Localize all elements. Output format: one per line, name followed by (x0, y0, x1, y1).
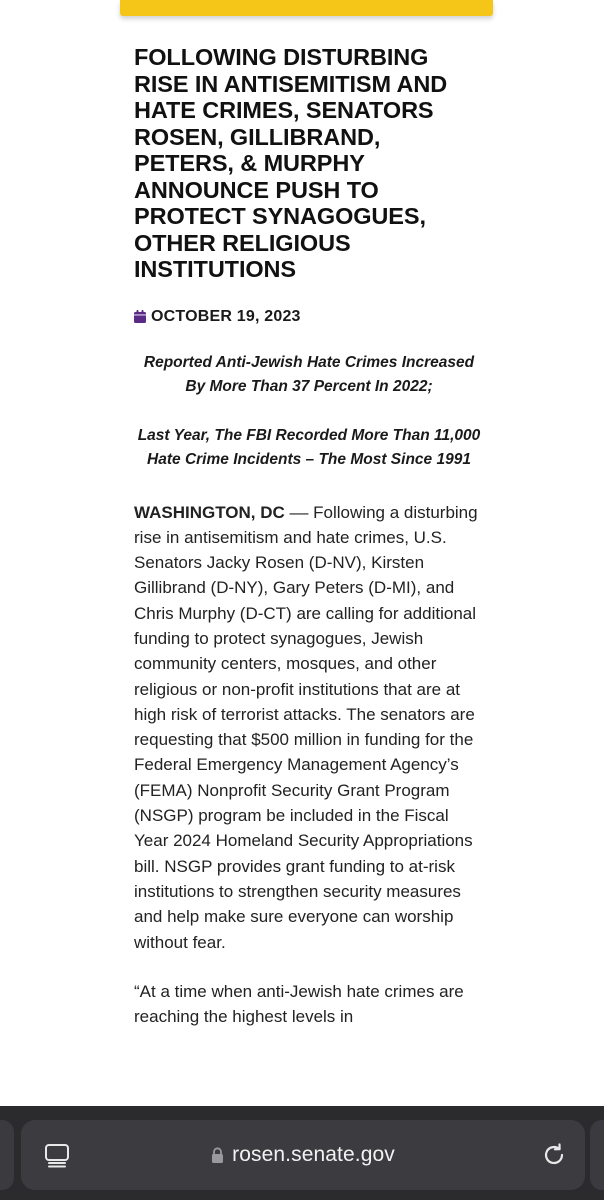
page-title: FOLLOWING DISTURBING RISE IN ANTISEMITISM AND HATE CRIMES, SENATORS ROSEN, GILLIBRAND, PETERS, & MURPHY ANNOUNCE PUSH TO PROTECT SYNAGOGUES, OTHER RELIGIOUS INSTITUTIONS (134, 44, 448, 282)
body-text: –– Following a disturbing rise in antisemitism and hate crimes, U.S. Senators Jacky Rosen (D-NV), Kirsten Gillibrand (D-NY), Gary Peters (D-MI), and Chris Murphy (D-CT) are calling for additional funding to protect synagogues, Jewish community centers, mosques, and other religious or non-profit institutions that are at high risk of terrorist attacks. The senators are requesting that $500 million in funding for the Federal Emergency Management Agency’s (FEMA) Nonprofit Security Grant Program (NSGP) program be included in the Fiscal Year 2024 Homeland Security Appropriations bill. NSGP provides grant funding to at-risk institutions to strengthen security measures and help make sure everyone can worship without fear. (134, 502, 478, 952)
top-accent-bar (120, 0, 493, 16)
subhead-1: Reported Anti-Jewish Hate Crimes Increased By More Than 37 Percent In 2022; (143, 353, 475, 395)
url-text: rosen.senate.gov (232, 1143, 395, 1166)
subhead-2: Last Year, The FBI Recorded More Than 11,000 Hate Crime Incidents – The Most Since 1991 (137, 426, 481, 468)
article (134, 44, 484, 1029)
address-bar[interactable] (21, 1120, 585, 1190)
next-tab-preview[interactable] (590, 1120, 604, 1190)
body-paragraph (134, 500, 484, 955)
publish-date (134, 308, 484, 326)
calendar-icon (134, 310, 146, 323)
browser-toolbar (0, 1106, 604, 1200)
dateline: WASHINGTON, DC (134, 502, 285, 522)
url-display[interactable] (21, 1120, 585, 1190)
lock-icon (211, 1147, 224, 1163)
reload-icon[interactable] (541, 1142, 567, 1168)
previous-tab-preview[interactable] (0, 1120, 14, 1190)
date-text: OCTOBER 19, 2023 (151, 307, 301, 325)
quote-paragraph: “At a time when anti-Jewish hate crimes are reaching the highest levels in (134, 981, 464, 1027)
